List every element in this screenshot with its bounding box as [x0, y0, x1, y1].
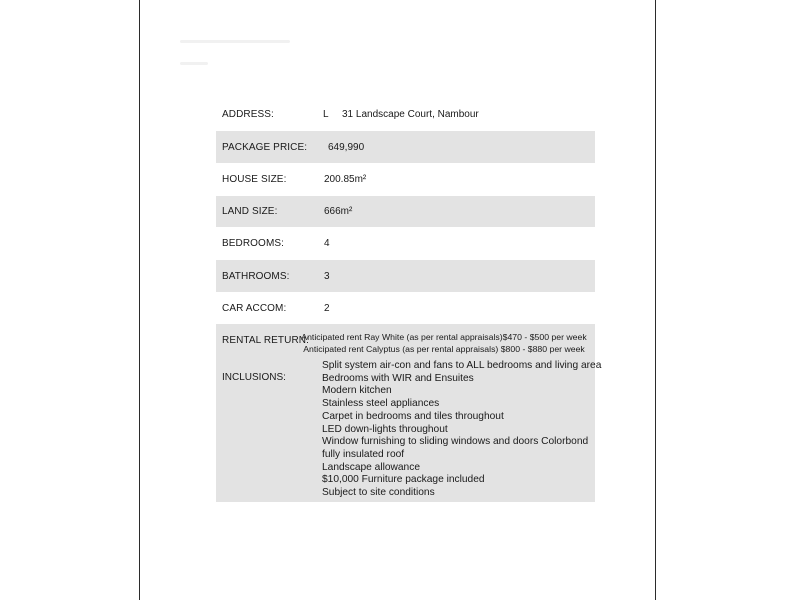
car-accom-value: 2	[324, 302, 330, 314]
rental-return-lines	[294, 331, 594, 355]
land-size-label: LAND SIZE:	[222, 206, 278, 217]
price-label: PACKAGE PRICE:	[222, 141, 308, 153]
price-row	[216, 131, 595, 163]
land-size-value: 666m²	[324, 206, 353, 217]
bedrooms-row	[216, 227, 595, 260]
bathrooms-label: BATHROOMS:	[222, 270, 290, 282]
address-label: ADDRESS:	[222, 109, 274, 120]
address-lot: L	[323, 109, 329, 120]
list-item: Bedrooms with WIR and Ensuites	[322, 372, 474, 384]
rental-return-label: RENTAL RETURN:	[222, 335, 309, 346]
list-item: fully insulated roof	[322, 448, 405, 460]
house-size-row	[216, 163, 595, 196]
list-item: LED down-lights throughout	[322, 423, 448, 435]
bathrooms-row	[216, 260, 595, 292]
price-value: 649,990	[328, 141, 365, 153]
faded-header-line	[180, 40, 290, 43]
rental-line: Anticipated rent Ray White (as per rental appraisals)$470 - $500 per week	[301, 332, 587, 342]
list-item: Subject to site conditions	[322, 487, 435, 499]
house-size-label: HOUSE SIZE:	[222, 174, 287, 185]
list-item: Window furnishing to sliding windows and doors Colorbond	[322, 436, 589, 448]
rental-line: Anticipated rent Calyptus (as per rental appraisals) $800 - $880 per week	[303, 344, 585, 354]
house-size-value: 200.85m²	[324, 174, 367, 185]
list-item: Stainless steel appliances	[322, 398, 440, 410]
rental-return-row	[216, 324, 595, 357]
land-size-row	[216, 196, 595, 227]
list-item: Split system air-con and fans to ALL bedrooms and living area	[322, 360, 602, 371]
inclusions-label: INCLUSIONS:	[222, 372, 286, 383]
bedrooms-label: BEDROOMS:	[222, 238, 285, 249]
bathrooms-value: 3	[324, 270, 330, 282]
inclusions-list	[322, 360, 601, 500]
bedrooms-value: 4	[324, 238, 330, 249]
car-accom-label: CAR ACCOM:	[222, 302, 287, 314]
address-row	[216, 98, 595, 131]
car-accom-row	[216, 292, 595, 324]
list-item: Carpet in bedrooms and tiles throughout	[322, 410, 504, 422]
faded-header-line	[180, 62, 208, 65]
list-item: $10,000 Furniture package included	[322, 474, 485, 486]
inclusions-row	[216, 357, 602, 502]
property-spec-table	[216, 98, 602, 502]
list-item: Modern kitchen	[322, 385, 392, 397]
address-value: 31 Landscape Court, Nambour	[342, 109, 479, 120]
list-item: Landscape allowance	[322, 461, 420, 473]
